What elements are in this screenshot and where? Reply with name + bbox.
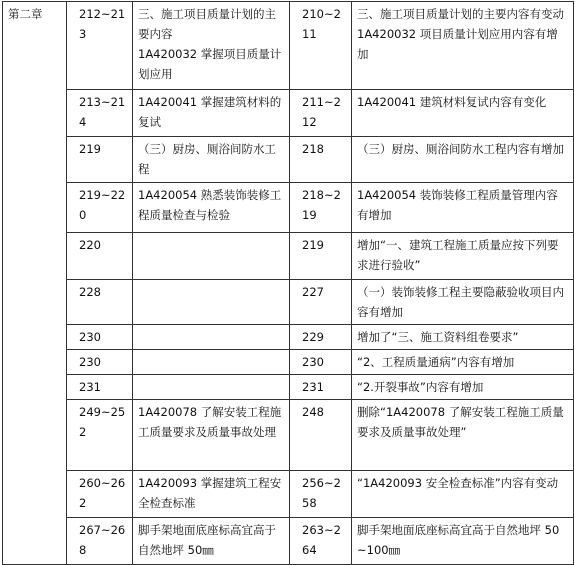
- old-content-cell: [133, 350, 290, 375]
- new-page-cell: 218~219: [290, 183, 352, 233]
- new-page-cell: 263~264: [290, 518, 352, 565]
- old-content-cell: （三）厨房、厕浴间防水工程: [133, 137, 290, 183]
- new-page-cell: 231: [290, 375, 352, 400]
- table-row: [3, 350, 574, 375]
- old-page-cell: 212~213: [67, 2, 133, 90]
- old-page-cell: 260~262: [67, 471, 133, 518]
- new-page-cell: 211~212: [290, 90, 352, 137]
- new-content-cell: “2、工程质量通病”内容有增加: [352, 350, 574, 375]
- table-row: [3, 2, 574, 90]
- new-content-cell: 脚手架地面底座标高宜高于自然地坪 50~100㎜: [352, 518, 574, 565]
- new-page-cell: 248: [290, 400, 352, 471]
- new-page-cell: 210~211: [290, 2, 352, 90]
- old-page-cell: 230: [67, 350, 133, 375]
- old-content-cell: 1A420041 掌握建筑材料的复试: [133, 90, 290, 137]
- new-content-cell: 增加了“三、施工资料组卷要求”: [352, 325, 574, 350]
- new-page-cell: 219: [290, 233, 352, 280]
- old-content-cell: 1A420093 掌握建筑工程安全检查标准: [133, 471, 290, 518]
- old-page-cell: 249~252: [67, 400, 133, 471]
- new-content-cell: 增加“一、建筑工程施工质量应按下列要求进行验收”: [352, 233, 574, 280]
- new-content-cell: （一）装饰装修工程主要隐蔽验收项目内容有增加: [352, 280, 574, 325]
- new-content-cell: 删除“1A420078 了解安装工程施工质量要求及质量事故处理”: [352, 400, 574, 471]
- new-page-cell: 230: [290, 350, 352, 375]
- table-row: [3, 90, 574, 137]
- new-page-cell: 256~258: [290, 471, 352, 518]
- table-row: [3, 375, 574, 400]
- new-content-cell: 三、施工项目质量计划的主要内容有变动 1A420032 项目质量计划应用内容有增加: [352, 2, 574, 90]
- old-page-cell: 220: [67, 233, 133, 280]
- old-page-cell: 230: [67, 325, 133, 350]
- textbook-changes-table: [2, 1, 574, 565]
- new-page-cell: 229: [290, 325, 352, 350]
- chapter-cell: 第二章: [3, 2, 67, 565]
- old-content-cell: [133, 280, 290, 325]
- table-body: [3, 2, 574, 565]
- old-page-cell: 219: [67, 137, 133, 183]
- new-content-cell: 1A420041 建筑材料复试内容有变化: [352, 90, 574, 137]
- table-row: [3, 325, 574, 350]
- table-row: [3, 518, 574, 565]
- new-content-cell: “1A420093 安全检查标准”内容有变动: [352, 471, 574, 518]
- table-row: [3, 137, 574, 183]
- old-content-cell: 三、施工项目质量计划的主要内容 1A420032 掌握项目质量计划应用: [133, 2, 290, 90]
- old-content-cell: 1A420078 了解安装工程施工质量要求及质量事故处理: [133, 400, 290, 471]
- table-row: [3, 183, 574, 233]
- old-content-cell: 脚手架地面底座标高宜高于自然地坪 50㎜: [133, 518, 290, 565]
- old-page-cell: 267~268: [67, 518, 133, 565]
- old-content-cell: 1A420054 熟悉装饰装修工程质量检查与检验: [133, 183, 290, 233]
- table-row: [3, 400, 574, 471]
- new-content-cell: （三）厨房、厕浴间防水工程内容有增加: [352, 137, 574, 183]
- old-content-cell: [133, 375, 290, 400]
- new-page-cell: 218: [290, 137, 352, 183]
- new-page-cell: 227: [290, 280, 352, 325]
- old-page-cell: 213~214: [67, 90, 133, 137]
- old-page-cell: 228: [67, 280, 133, 325]
- table-row: [3, 471, 574, 518]
- table-row: [3, 233, 574, 280]
- table-row: [3, 280, 574, 325]
- old-content-cell: [133, 325, 290, 350]
- old-page-cell: 219~220: [67, 183, 133, 233]
- old-page-cell: 231: [67, 375, 133, 400]
- old-content-cell: [133, 233, 290, 280]
- new-content-cell: “2.开裂事故”内容有增加: [352, 375, 574, 400]
- new-content-cell: 1A420054 装饰装修工程质量管理内容有增加: [352, 183, 574, 233]
